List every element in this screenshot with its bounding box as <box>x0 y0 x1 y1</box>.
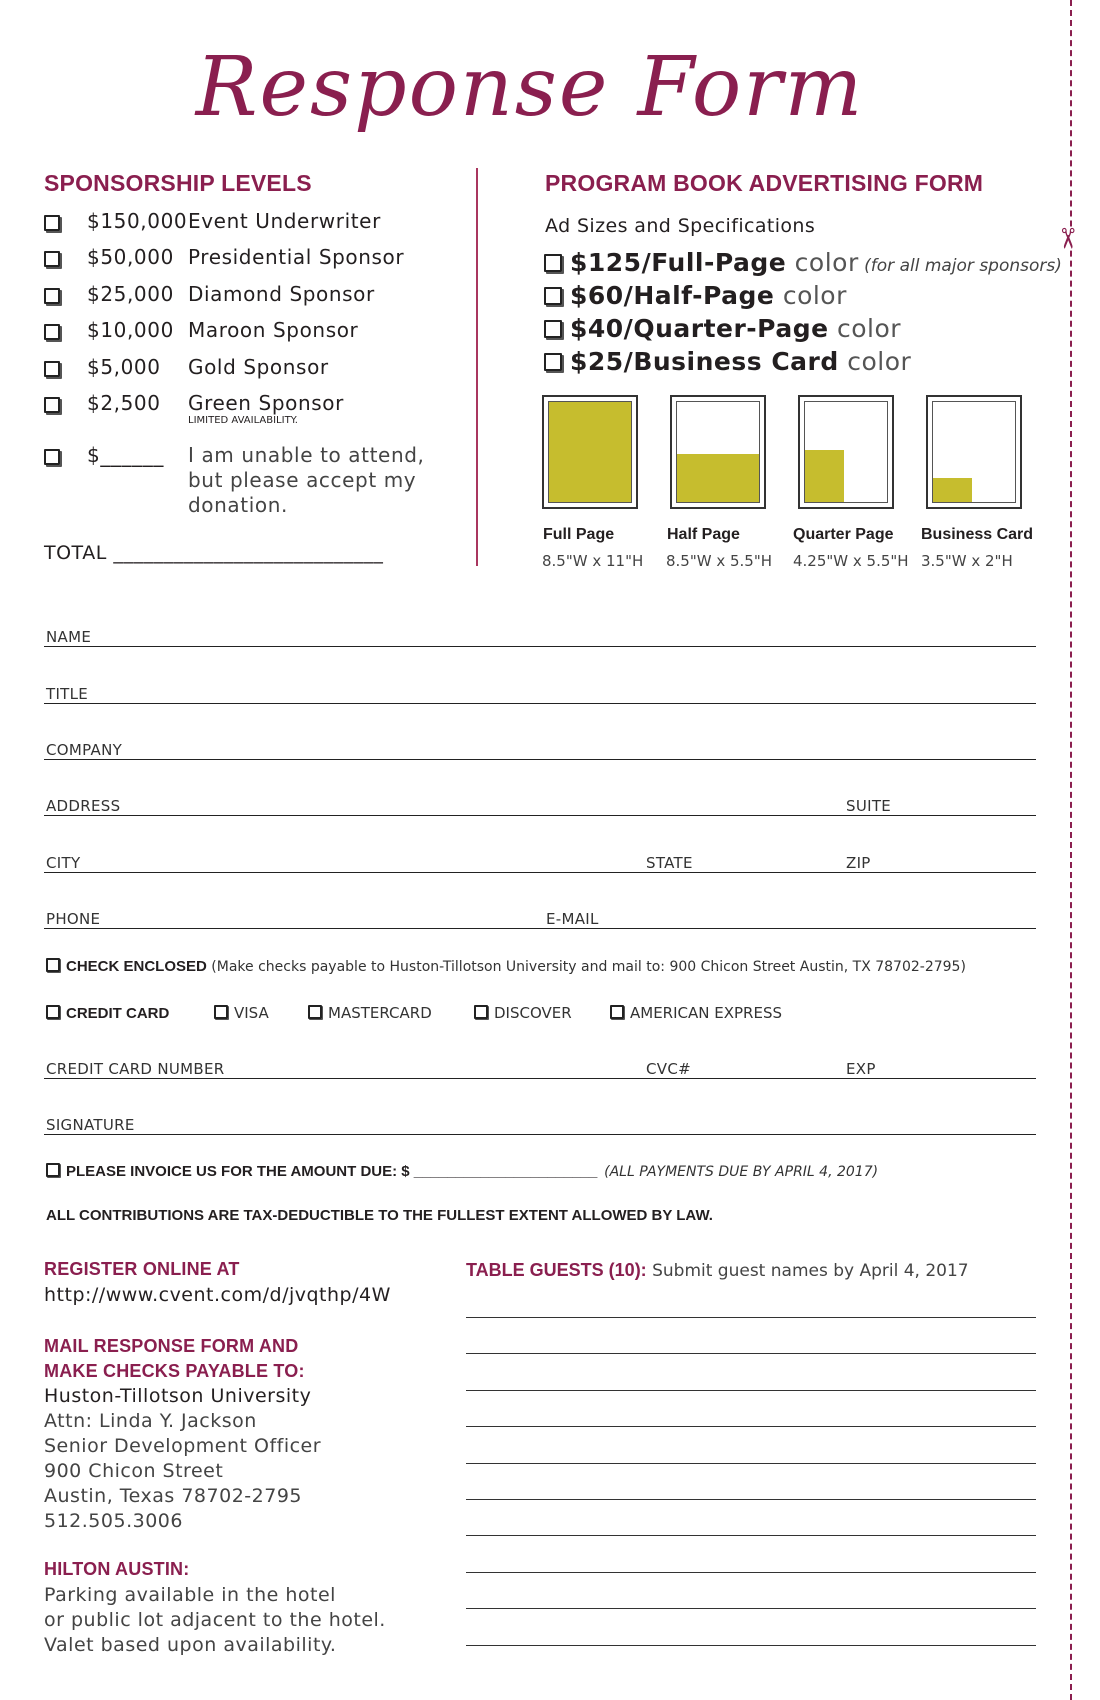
check-enclosed-label: CHECK ENCLOSED <box>66 958 207 975</box>
sponsor-name: Presidential Sponsor <box>188 245 405 269</box>
guest-name-field[interactable] <box>466 1426 1036 1427</box>
address-line: 512.505.3006 <box>44 1510 183 1532</box>
ad-size-fill <box>805 450 844 502</box>
ad-price: $40/Quarter-Page <box>570 314 829 343</box>
sponsor-name: Maroon Sponsor <box>188 318 359 342</box>
ad-size-fill <box>677 454 759 502</box>
phone-field[interactable] <box>44 928 1036 929</box>
ad-size-diagram-business-card <box>926 395 1022 509</box>
ad-price: $25/Business Card <box>570 347 839 376</box>
availability-note: LIMITED AVAILABILITY. <box>188 415 298 426</box>
table-guests-heading <box>466 1260 969 1281</box>
mail-address <box>44 1384 321 1534</box>
guest-name-field[interactable] <box>466 1353 1036 1354</box>
sponsor-amount: $2,500 <box>87 391 161 415</box>
sponsorship-heading: SPONSORSHIP LEVELS <box>44 170 312 196</box>
ad-suffix: color <box>838 347 912 376</box>
company-label: COMPANY <box>46 741 123 759</box>
ad-suffix: color <box>828 314 902 343</box>
checkbox[interactable] <box>46 1005 60 1019</box>
signature-label: SIGNATURE <box>46 1116 135 1134</box>
suite-label: SUITE <box>846 797 892 815</box>
guest-name-field[interactable] <box>466 1499 1036 1500</box>
checkbox[interactable] <box>214 1005 228 1019</box>
card-label: VISA <box>234 1004 269 1022</box>
checkbox[interactable] <box>44 449 60 465</box>
ad-size-label: Half Page <box>667 526 740 543</box>
card-label: MASTERCARD <box>328 1004 432 1022</box>
guest-name-field[interactable] <box>466 1390 1036 1391</box>
address-line: Senior Development Officer <box>44 1435 322 1457</box>
checkbox[interactable] <box>544 254 562 272</box>
form-title: Response Form <box>195 40 865 135</box>
sponsor-name: Diamond Sponsor <box>188 282 375 306</box>
ad-note: (for all major sponsors) <box>858 256 1062 276</box>
company-field[interactable] <box>44 759 1036 760</box>
address-line: Austin, Texas 78702-2795 <box>44 1485 302 1507</box>
ad-size-label: Full Page <box>543 526 615 543</box>
advertising-heading: PROGRAM BOOK ADVERTISING FORM <box>545 170 984 196</box>
ad-size-dims: 8.5"W x 11"H <box>542 552 644 570</box>
guest-name-field[interactable] <box>466 1463 1036 1464</box>
ad-size-diagram-quarter <box>798 395 894 509</box>
mail-heading <box>44 1334 305 1384</box>
check-enclosed-option[interactable] <box>46 957 966 975</box>
invoice-option[interactable] <box>46 1162 878 1180</box>
checkbox[interactable] <box>44 288 60 304</box>
state-label: STATE <box>646 854 693 872</box>
ad-size-fill <box>549 402 631 502</box>
guest-name-field[interactable] <box>466 1317 1036 1318</box>
guest-name-field[interactable] <box>466 1572 1036 1573</box>
card-number-label: CREDIT CARD NUMBER <box>46 1060 225 1078</box>
ad-size-dims: 4.25"W x 5.5"H <box>793 552 909 570</box>
checkbox[interactable] <box>544 320 562 338</box>
ad-price: $60/Half-Page <box>570 281 775 310</box>
card-label: AMERICAN EXPRESS <box>630 1004 782 1022</box>
credit-card-label: CREDIT CARD <box>66 1005 170 1022</box>
ad-size-diagram-half <box>670 395 766 509</box>
ad-size-label: Quarter Page <box>793 526 894 543</box>
cut-line <box>1070 0 1072 1700</box>
ad-subheading: Ad Sizes and Specifications <box>545 215 816 237</box>
invoice-label: PLEASE INVOICE US FOR THE AMOUNT DUE: $ ______________________ <box>66 1163 598 1180</box>
invoice-note: (ALL PAYMENTS DUE BY APRIL 4, 2017) <box>604 1164 879 1180</box>
hotel-line: Valet based upon availability. <box>44 1634 337 1656</box>
title-field[interactable] <box>44 703 1036 704</box>
mail-heading-line: MAIL RESPONSE FORM AND <box>44 1336 299 1356</box>
ad-suffix: color <box>786 248 859 277</box>
card-number-field[interactable] <box>44 1078 1036 1079</box>
ad-size-dims: 3.5"W x 2"H <box>921 552 1013 570</box>
signature-field[interactable] <box>44 1134 1036 1135</box>
checkbox[interactable] <box>46 958 60 972</box>
org-name: Huston-Tillotson University <box>44 1385 312 1407</box>
zip-label: ZIP <box>846 854 871 872</box>
discover-option[interactable] <box>474 1004 572 1022</box>
sponsor-amount: $25,000 <box>87 282 174 306</box>
ad-option-half[interactable] <box>544 281 847 310</box>
phone-label: PHONE <box>46 910 101 928</box>
checkbox[interactable] <box>44 397 60 413</box>
donation-line: I am unable to attend, <box>188 443 425 467</box>
sponsor-amount: $50,000 <box>87 245 174 269</box>
sponsor-amount: $150,000 <box>87 209 188 233</box>
checkbox[interactable] <box>544 287 562 305</box>
title-label: TITLE <box>46 685 89 703</box>
name-label: NAME <box>46 628 92 646</box>
checkbox[interactable] <box>44 361 60 377</box>
donation-text <box>188 443 424 518</box>
hotel-heading: HILTON AUSTIN: <box>44 1559 190 1579</box>
checkbox[interactable] <box>44 324 60 340</box>
address-line: 900 Chicon Street <box>44 1460 224 1482</box>
ad-size-fill <box>933 478 972 502</box>
column-divider <box>476 168 478 566</box>
donation-line: donation. <box>188 493 288 517</box>
checkbox[interactable] <box>544 353 562 371</box>
city-field[interactable] <box>44 872 1036 873</box>
mastercard-option[interactable] <box>308 1004 432 1022</box>
sponsor-name: Event Underwriter <box>188 209 381 233</box>
email-label: E-MAIL <box>546 910 599 928</box>
guests-note: Submit guest names by April 4, 2017 <box>646 1261 969 1281</box>
exp-label: EXP <box>846 1060 876 1078</box>
donation-amount[interactable]: $______ <box>87 443 164 467</box>
ad-option-quarter[interactable] <box>544 314 901 343</box>
visa-option[interactable] <box>214 1004 269 1022</box>
address-label: ADDRESS <box>46 797 121 815</box>
register-heading: REGISTER ONLINE AT <box>44 1259 240 1279</box>
ad-size-diagram-full <box>542 395 638 509</box>
cvc-label: CVC# <box>646 1060 691 1078</box>
checkbox[interactable] <box>44 215 60 231</box>
checkbox[interactable] <box>46 1163 60 1177</box>
checkbox[interactable] <box>44 251 60 267</box>
donation-line: but please accept my <box>188 468 417 492</box>
ad-size-dims: 8.5"W x 5.5"H <box>666 552 773 570</box>
check-note: (Make checks payable to Huston-Tillotson University and mail to: 900 Chicon Street Austin, TX 78702-2795) <box>206 959 966 975</box>
total-field[interactable]: TOTAL ___________________________ <box>44 542 384 564</box>
name-field[interactable] <box>44 646 1036 647</box>
scissors-icon: ✂ <box>1051 226 1085 251</box>
hotel-line: or public lot adjacent to the hotel. <box>44 1609 386 1631</box>
address-field[interactable] <box>44 815 1036 816</box>
amex-option[interactable] <box>610 1004 782 1022</box>
sponsor-amount: $5,000 <box>87 355 161 379</box>
sponsor-name: Gold Sponsor <box>188 355 329 379</box>
ad-size-label: Business Card <box>921 526 1034 543</box>
guests-heading-label: TABLE GUESTS (10): <box>466 1260 647 1280</box>
city-label: CITY <box>46 854 81 872</box>
ad-option-business-card[interactable] <box>544 347 911 376</box>
hotel-line: Parking available in the hotel <box>44 1584 336 1606</box>
mail-heading-line: MAKE CHECKS PAYABLE TO: <box>44 1361 305 1381</box>
ad-suffix: color <box>774 281 847 310</box>
hotel-info <box>44 1583 386 1658</box>
tax-note: ALL CONTRIBUTIONS ARE TAX-DEDUCTIBLE TO THE FULLEST EXTENT ALLOWED BY LAW. <box>46 1207 713 1224</box>
guest-name-field[interactable] <box>466 1645 1036 1646</box>
sponsor-amount: $10,000 <box>87 318 174 342</box>
ad-option-full[interactable] <box>544 248 1062 277</box>
checkbox[interactable] <box>474 1005 488 1019</box>
checkbox[interactable] <box>610 1005 624 1019</box>
credit-card-option[interactable] <box>46 1004 169 1022</box>
card-label: DISCOVER <box>494 1004 572 1022</box>
guest-name-field[interactable] <box>466 1608 1036 1609</box>
register-url[interactable]: http://www.cvent.com/d/jvqthp/4W <box>44 1284 391 1306</box>
ad-price: $125/Full-Page <box>570 248 787 277</box>
checkbox[interactable] <box>308 1005 322 1019</box>
address-line: Attn: Linda Y. Jackson <box>44 1410 257 1432</box>
sponsor-name: Green Sponsor <box>188 391 344 415</box>
guest-name-field[interactable] <box>466 1535 1036 1536</box>
